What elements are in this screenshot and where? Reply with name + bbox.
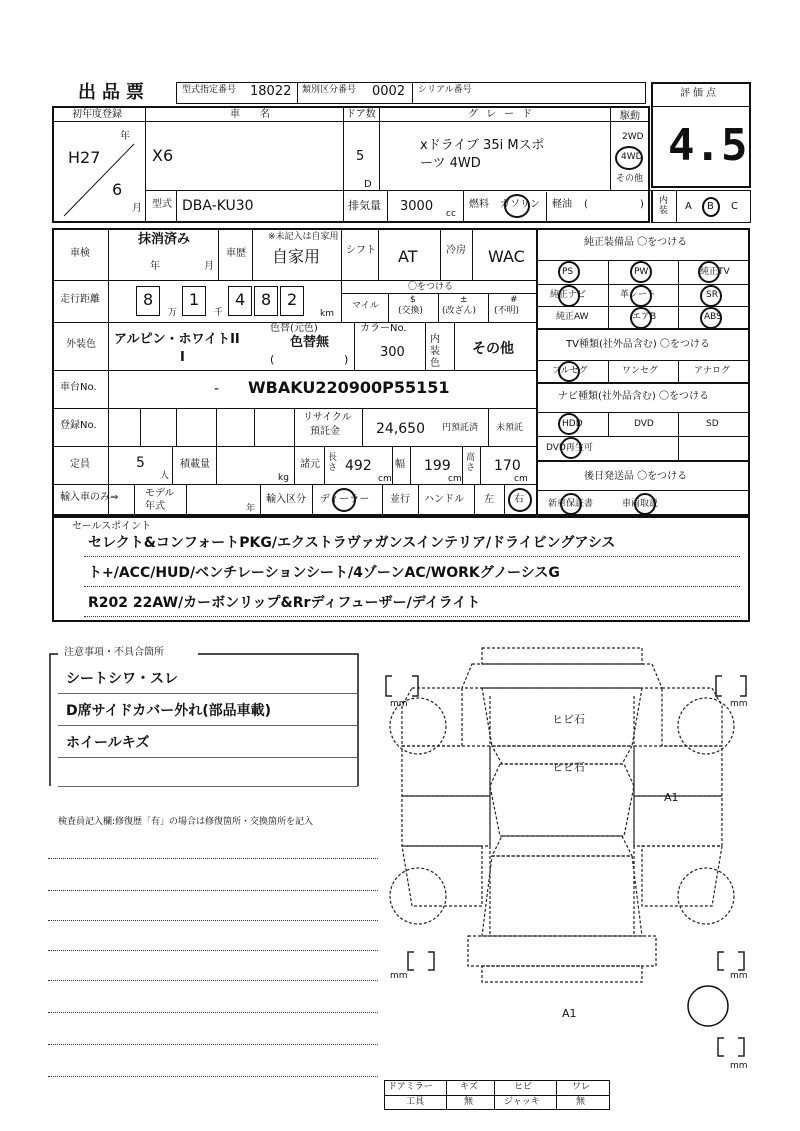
grade-line2: ーツ 4WD: [420, 156, 481, 171]
score-value: 4.5: [668, 120, 748, 171]
sales-line-3: R202 22AW/カーボンリップ&Rrディフューザー/デイライト: [88, 595, 481, 611]
interior-grade-b: B: [707, 201, 714, 212]
recolor-value: 色替無: [290, 335, 330, 350]
year-unit: 年: [120, 131, 130, 142]
inspection-year-unit: 年: [150, 261, 160, 272]
import-label: 輸入車のみ⇒: [60, 492, 119, 503]
first-reg-label: 初年度登録: [72, 109, 122, 120]
navi-dvd: DVD: [634, 419, 654, 429]
note-line-1: シートシワ・スレ: [66, 671, 178, 687]
import-type-label: 輸入区分: [266, 494, 306, 505]
color-no-label: カラーNo.: [360, 323, 407, 334]
mm-spare: mm: [730, 1061, 748, 1071]
import-parallel: 並行: [390, 494, 410, 505]
legend-jack: ジャッキ: [504, 1097, 540, 1107]
recycle-label-2: 預託金: [310, 426, 340, 437]
capacity-label: 定員: [70, 459, 90, 470]
tv-fullseg-circle: [558, 361, 580, 382]
displacement-value: 3000: [400, 199, 434, 214]
recolor-paren-close: ): [344, 353, 349, 366]
sales-points-label: セールスポイント: [72, 521, 152, 532]
later-warranty: 新車保証書: [548, 499, 594, 509]
model-year-label-1: モデル: [145, 488, 175, 499]
option-leather-circle: [630, 285, 652, 307]
fuel-gas-circle: [504, 194, 530, 218]
option-tv-circle: [698, 261, 720, 283]
mm-rear-right: mm: [730, 971, 748, 981]
mileage-exchange: (交換): [398, 306, 424, 316]
mileage-altered: (改ざん): [442, 306, 477, 316]
fuel-diesel-paren-close: ): [640, 199, 644, 210]
legend-tools-value: 無: [464, 1097, 474, 1107]
option-genuine-tv: 純正TV: [700, 267, 730, 277]
genuine-title: 純正装備品 〇をつける: [584, 237, 688, 248]
option-pw-circle: [630, 261, 652, 283]
note-line-3: ホイールキズ: [66, 735, 150, 751]
length-label: 長さ: [328, 453, 338, 473]
load-unit: kg: [278, 473, 289, 483]
notes-label: 注意事項・不具合箇所: [64, 647, 164, 658]
inspection-value: 抹消済み: [138, 232, 191, 247]
form-title: 出品票: [78, 82, 150, 103]
recolor-label: 色替(元色): [270, 323, 318, 334]
inspector-label: 検査員記入欄:修復歴「有」の場合は修復箇所・交換箇所を記入: [58, 817, 314, 827]
ac-label: 冷房: [446, 245, 466, 256]
car-name-label: 車名: [230, 109, 290, 120]
car-name-value: X6: [152, 146, 174, 165]
capacity-unit: 人: [160, 471, 170, 481]
door-type: D: [364, 179, 372, 190]
option-leather: 革シート: [620, 290, 657, 300]
mm-front-left: mm: [390, 699, 408, 709]
drive-other: その他: [616, 174, 644, 184]
note-line-2: D席サイドカバー外れ(部品車載): [66, 703, 272, 719]
mark-windshield-chip: ヒビ石: [552, 761, 585, 774]
fuel-diesel: 軽油: [552, 199, 572, 210]
drive-4wd-circle: [615, 146, 643, 170]
option-airbag-circle: [630, 307, 652, 329]
mark-rear-a1: A1: [562, 1007, 577, 1020]
mark-hood-chip: ヒビ石: [552, 713, 585, 726]
interior-grade-a: A: [685, 201, 692, 212]
fuel-label: 燃料: [469, 199, 489, 210]
interior-b-circle: [702, 197, 720, 217]
navi-dvd-play: DVD再生可: [546, 443, 593, 453]
option-abs-circle: [700, 307, 722, 329]
dims-label: 諸元: [300, 459, 320, 470]
sales-line-1: セレクト&コンフォートPKG/エクストラヴァガンスインテリア/ドライビングアシス: [88, 535, 616, 551]
height-label: 高さ: [466, 453, 476, 473]
vin-label: 車台No.: [60, 382, 97, 393]
option-ps: PS: [562, 267, 574, 277]
first-reg-diagonal: [58, 140, 138, 220]
import-dealer: ディーラー: [320, 494, 370, 505]
model-year-unit: 年: [246, 504, 256, 514]
tv-fullseg: フルセグ: [552, 366, 588, 376]
length-unit: cm: [378, 474, 392, 484]
recolor-paren-open: (: [270, 353, 275, 366]
navi-hdd: HDD: [562, 419, 583, 429]
exterior-label: 外装色: [66, 339, 96, 350]
grade-line1: xドライブ 35i Mスポ: [420, 138, 545, 153]
header-code-row: [176, 82, 646, 104]
mileage-unit: km: [320, 309, 334, 319]
model-type-value: DBA-KU30: [182, 198, 254, 214]
model-year-label-2: 年式: [145, 501, 165, 512]
mileage-digit-5: 2: [287, 290, 298, 309]
mileage-digit-1: 8: [143, 290, 154, 309]
class-no-label: 類別区分番号: [302, 85, 357, 95]
recycle-not: 未預託: [496, 423, 524, 433]
first-reg-month: 6: [112, 180, 123, 199]
reg-no-label: 登録No.: [60, 420, 97, 431]
mileage-check-title: 〇をつける: [408, 282, 454, 292]
option-ps-circle: [558, 261, 580, 283]
inspection-label: 車検: [70, 248, 90, 259]
tv-title: TV種類(社外品含む) 〇をつける: [566, 339, 710, 350]
legend-tools: 工具: [406, 1097, 425, 1107]
navi-title: ナビ種類(社外品含む) 〇をつける: [558, 391, 709, 402]
option-navi-circle: [558, 285, 580, 307]
interior-label: 内装: [659, 196, 669, 216]
interior-grade-c: C: [731, 201, 738, 212]
drive-2wd: 2WD: [622, 132, 644, 142]
drive-4wd: 4WD: [621, 152, 643, 162]
later-manual: 車両取説: [622, 499, 659, 509]
shift-label: シフト: [346, 245, 376, 256]
exterior-value-line2: I: [180, 350, 185, 365]
mileage-man: 万: [168, 308, 178, 318]
option-genuine-aw: 純正AW: [556, 312, 589, 322]
vin-value: WBAKU220900P55151: [248, 378, 450, 397]
grade-label: グレード: [468, 109, 540, 120]
mileage-digit-4: 8: [261, 290, 272, 309]
month-unit: 月: [132, 203, 142, 214]
tv-analog: アナログ: [694, 366, 731, 376]
mileage-digit-2: 1: [189, 290, 200, 309]
mileage-exchange-sym: $: [410, 295, 416, 305]
model-no-label: 型式指定番号: [182, 85, 237, 95]
recycle-value: 24,650: [376, 421, 425, 437]
option-genuine-navi: 純正ナビ: [550, 290, 587, 300]
ac-value: WAC: [488, 247, 525, 266]
fuel-diesel-paren-open: (: [584, 199, 588, 210]
recycle-unit: 円預託済: [442, 423, 479, 433]
inspection-month-unit: 月: [204, 261, 214, 272]
history-label: 車歴: [226, 248, 246, 259]
mileage-sen: 千: [214, 308, 224, 318]
option-airbag: エアB: [632, 312, 657, 322]
history-value: 自家用: [272, 247, 321, 266]
option-sr: SR: [706, 290, 718, 300]
model-type-label: 型式: [152, 199, 172, 210]
mark-side-a1: A1: [664, 791, 679, 804]
drive-label: 駆動: [620, 111, 640, 122]
score-label: 評価点: [680, 88, 719, 99]
later-manual-circle: [634, 493, 656, 515]
width-value: 199: [424, 458, 451, 474]
mm-front-right: mm: [730, 699, 748, 709]
model-no-value: 18022: [250, 84, 292, 99]
length-value: 492: [345, 458, 372, 474]
legend-jack-value: 無: [576, 1097, 586, 1107]
mileage-mile: マイル: [352, 301, 379, 311]
load-label: 積載量: [180, 459, 210, 470]
fuel-gas: ガソリン: [500, 199, 540, 210]
displacement-label: 排気量: [348, 199, 381, 212]
doors-value: 5: [356, 149, 365, 164]
navi-sd: SD: [706, 419, 719, 429]
mileage-unknown: (不明): [494, 306, 520, 316]
import-dealer-circle: [332, 488, 356, 512]
capacity-value: 5: [136, 455, 145, 471]
navi-dvd-play-circle: [560, 437, 582, 459]
exterior-value: アルピン・ホワイトII: [114, 332, 240, 347]
vin-dash: -: [214, 381, 220, 397]
handle-right: 右: [514, 494, 524, 505]
mileage-label: 走行距離: [60, 294, 100, 305]
sales-line-2: ト+/ACC/HUD/ベンチレーションシート/4ゾーンAC/WORKグノーシスG: [88, 565, 560, 581]
option-sr-circle: [700, 285, 722, 307]
handle-label: ハンドル: [424, 494, 464, 505]
mm-rear-left: mm: [390, 971, 408, 981]
later-warranty-circle: [560, 493, 582, 515]
interior-color-label: 内装色: [430, 334, 440, 369]
history-note: ※未記入は自家用: [268, 232, 339, 242]
option-pw: PW: [634, 267, 649, 277]
later-title: 後日発送品 〇をつける: [584, 471, 688, 482]
width-label: 幅: [395, 459, 405, 470]
mileage-altered-sym: ±: [460, 295, 468, 305]
legend-header-crack: ヒビ: [514, 1082, 533, 1092]
first-reg-year: H27: [68, 148, 101, 167]
navi-hdd-circle: [558, 413, 580, 435]
class-no-value: 0002: [372, 84, 406, 99]
displacement-unit: cc: [446, 209, 456, 219]
handle-right-circle: [508, 488, 532, 512]
height-value: 170: [494, 458, 521, 474]
option-abs: ABS: [704, 312, 722, 322]
mileage-unknown-sym: #: [510, 295, 518, 305]
serial-label: シリアル番号: [418, 85, 472, 95]
shift-value: AT: [398, 247, 418, 266]
mileage-digit-3: 4: [235, 290, 246, 309]
legend-header-scratch: キズ: [460, 1082, 478, 1092]
height-unit: cm: [514, 474, 528, 484]
legend-header-mirror: ドアミラー: [388, 1082, 433, 1092]
doors-label: ドア数: [346, 109, 376, 120]
recycle-label-1: リサイクル: [303, 412, 352, 423]
handle-left: 左: [484, 494, 494, 505]
tv-oneseg: ワンセグ: [622, 366, 659, 376]
interior-color-value: その他: [472, 341, 514, 357]
legend-header-broken: ワレ: [572, 1082, 591, 1092]
color-no-value: 300: [380, 345, 405, 360]
width-unit: cm: [448, 474, 462, 484]
